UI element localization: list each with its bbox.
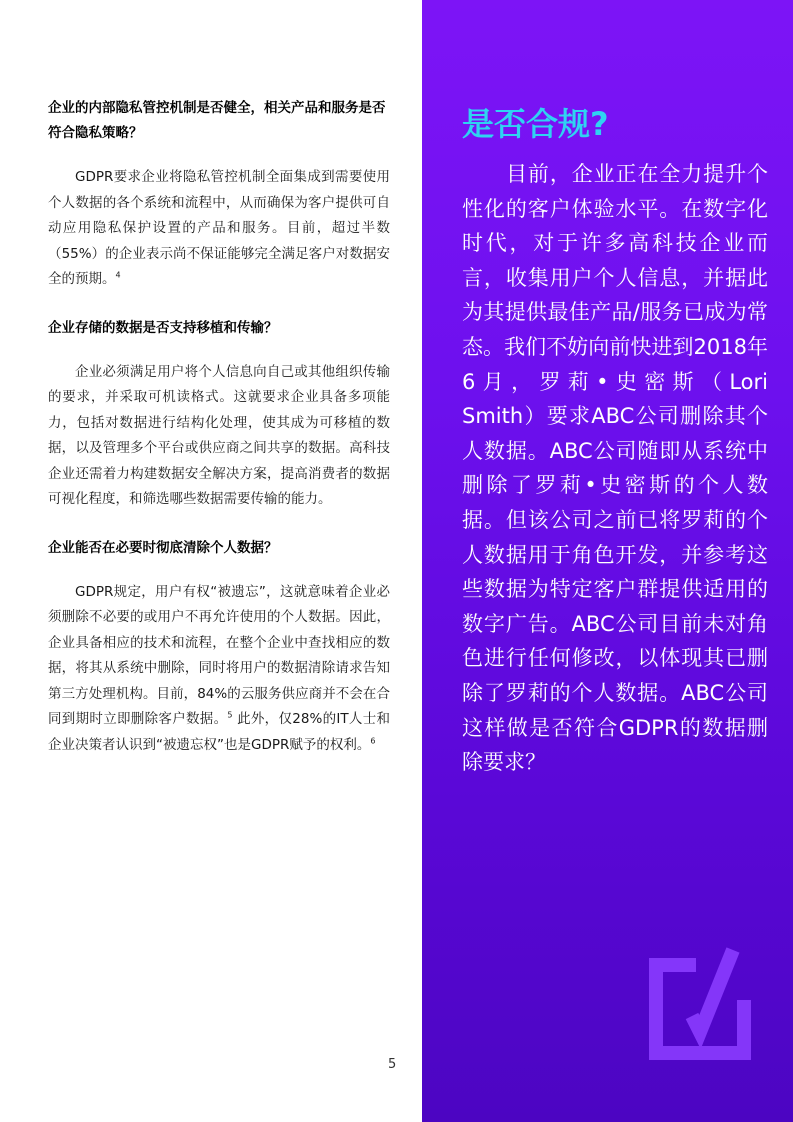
sidebar-title: 是否合规? [462, 105, 609, 143]
main-text-column [48, 96, 390, 781]
sidebar-body: 目前，企业正在全力提升个性化的客户体验水平。在数字化时代，对于许多高科技企业而言，收集用户个人信息，并据此为其提供最佳产品/服务已成为常态。我们不妨向前快进到2018年6月，罗莉•史密斯（Lori Smith）要求ABC公司删除其个人数据。ABC公司随即从系统中删除了罗莉•史密斯的个人数据。但该公司之前已将罗莉的个人数据用于角色开发，并参考这些数据为特定客户群提供适用的数字广告。ABC公司目前未对角色进行任何修改，以体现其已删除了罗莉的个人数据。ABC公司这样做是否符合GDPR的数据删除要求？ [462, 162, 768, 775]
paragraph-data-erasure [48, 580, 390, 759]
paragraph-text: GDPR要求企业将隐私管控机制全面集成到需要使用个人数据的各个系统和流程中，从而确保为客户提供可自动应用隐私保护设置的产品和服务。目前，超过半数（55%）的企业表示尚不保证能够完全满足客户对数据安全的预期。 [48, 169, 390, 287]
sidebar-panel [422, 0, 793, 1122]
checkbox-check-icon [634, 938, 764, 1070]
page-number: 5 [388, 1057, 397, 1072]
section-heading-data-erasure: 企业能否在必要时彻底清除个人数据？ [48, 539, 278, 556]
paragraph-data-portability: 企业必须满足用户将个人信息向自己或其他组织传输的要求，并采取可机读格式。这就要求企业具备多项能力，包括对数据进行结构化处理，使其成为可移植的数据，以及管理多个平台或供应商之间共享的数据。高科技企业还需着力构建数据安全解决方案，提高消费者的数据可视化程度，和筛选哪些数据需要传输的能力。 [48, 363, 390, 507]
section-heading-privacy-controls: 企业的内部隐私管控机制是否健全，相关产品和服务是否符合隐私策略？ [48, 100, 386, 141]
footnote-marker[interactable]: 4 [115, 270, 121, 280]
footnote-marker[interactable]: 5 [227, 710, 233, 720]
footnote-marker[interactable]: 6 [370, 736, 376, 745]
paragraph-text: GDPR规定，用户有权“被遗忘”，这就意味着企业必须删除不必要的或用户不再允许使用的个人数据。因此，企业具备相应的技术和流程，在整个企业中查找相应的数据，将其从系统中删除，同时将用户的数据清除请求告知第三方处理机构。目前，84%的云服务供应商并不会在合同到期时立即删除客户数据。 [48, 583, 390, 727]
section-heading-data-portability: 企业存储的数据是否支持移植和传输？ [48, 319, 278, 336]
paragraph-privacy-controls [48, 165, 390, 293]
paragraph-text: 此外，仅28%的IT人士和企业决策者认识到“被遗忘权”也是GDPR赋予的权利。 [48, 711, 390, 753]
